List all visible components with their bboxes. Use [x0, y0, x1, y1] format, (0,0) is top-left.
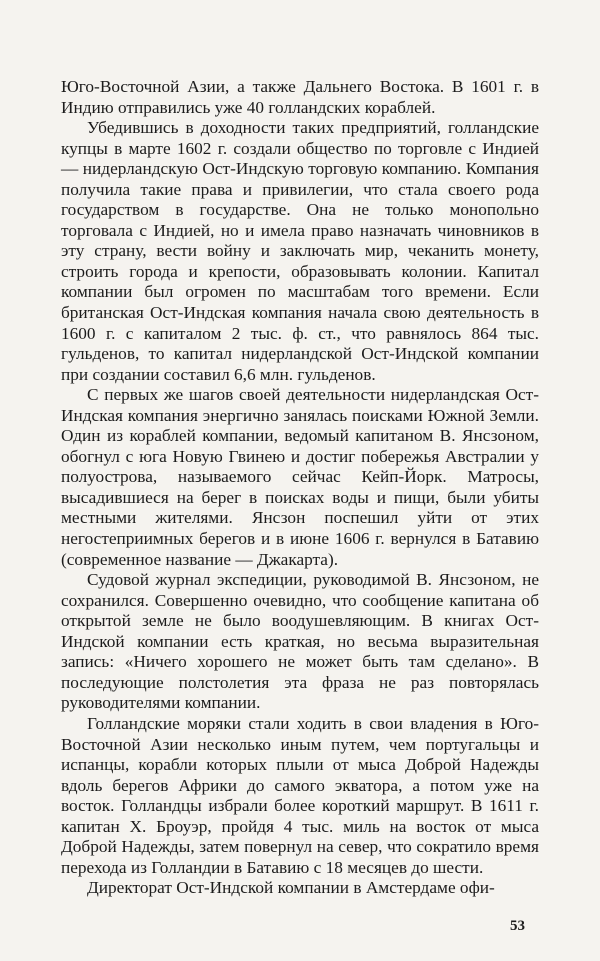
- paragraph-3: С первых же шагов своей деятельности нидерландская Ост-Индская компания энергично занялась поисками Южной Земли. Один из кораблей компании, ведомый капитаном В. Янсзоном, обогнул с юга Новую Гвинею и достиг побережья Австралии у полуострова, называемого сейчас Кейп-Йорк. Матросы, высадившиеся на берег в поисках воды и пищи, были убиты местными жителями. Янсзон поспешил уйти от этих негостеприимных берегов и в июне 1606 г. вернулся в Батавию (современное название — Джакарта).: [61, 385, 539, 569]
- paragraph-1: Юго-Восточной Азии, а также Дальнего Востока. В 1601 г. в Индию отправились уже 40 голландских кораблей.: [61, 77, 539, 117]
- paragraph-5: Голландские моряки стали ходить в свои владения в Юго-Восточной Азии несколько иным путем, чем португальцы и испанцы, корабли которых плыли от мыса Доброй Надежды вдоль берегов Африки до самого экватора, а потом уже на восток. Голландцы избрали более короткий маршрут. В 1611 г. капитан Х. Броуэр, пройдя 4 тыс. миль на восток от мыса Доброй Надежды, затем повернул на север, что сократило время перехода из Голландии в Батавию с 18 месяцев до шести.: [61, 713, 539, 877]
- body-text: [61, 77, 539, 899]
- paragraph-6: Директорат Ост-Индской компании в Амстердаме офи-: [87, 878, 495, 898]
- page-number: 53: [510, 918, 525, 934]
- paragraph-2: Убедившись в доходности таких предприятий, голландские купцы в марте 1602 г. создали общество по торговле с Индией — нидерландскую Ост-Индскую торговую компанию. Компания получила такие права и привилегии, что стала своего рода государством в государстве. Она не только монопольно торговала с Индией, но и имела право назначать чиновников в эту страну, вести войну и заключать мир, чеканить монету, строить города и крепости, образовывать колонии. Капитал компании был огромен по масштабам того времени. Если британская Ост-Индская компания начала свою деятельность в 1600 г. с капиталом 2 тыс. ф. ст., что равнялось 864 тыс. гульденов, то капитал нидерландской Ост-Индской компании при создании составил 6,6 млн. гульденов.: [61, 118, 539, 384]
- paragraph-4: Судовой журнал экспедиции, руководимой В. Янсзоном, не сохранился. Совершенно очевидно, что сообщение капитана об открытой земле не было воодушевляющим. В книгах Ост-Индской компании есть краткая, но весьма выразительная запись: «Ничего хорошего не может быть там сделано». В последующие полстолетия эта фраза не раз повторялась руководителями компании.: [61, 570, 539, 713]
